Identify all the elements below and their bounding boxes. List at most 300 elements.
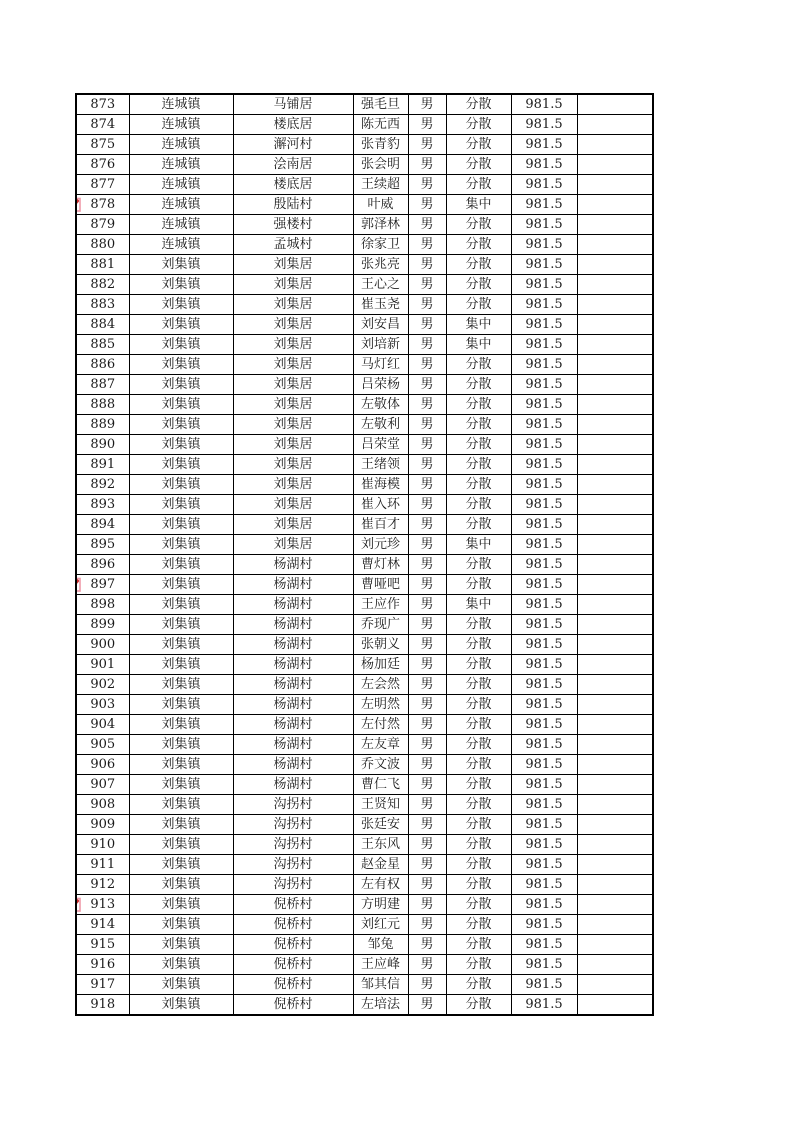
table-row [76,275,653,295]
cell-town [129,715,233,735]
gender-text: 男 [420,457,434,472]
serial-number-text: 916 [90,957,116,972]
person-name-text: 王绪领 [360,457,400,472]
cell-person-name [353,175,408,195]
person-name-text: 张朝义 [360,637,400,652]
table-row [76,615,653,635]
cell-gender [408,535,446,555]
town-text: 刘集镇 [161,977,201,992]
serial-number-text: 877 [90,177,116,192]
cell-town [129,255,233,275]
gender-text: 男 [420,477,434,492]
cell-person-name [353,835,408,855]
cell-person-name [353,195,408,215]
table-row [76,735,653,755]
support-mode-text: 分散 [465,277,492,292]
cell-person-name [353,575,408,595]
cell-village [233,575,353,595]
support-mode-text: 分散 [465,397,492,412]
cell-gender [408,635,446,655]
town-text: 刘集镇 [161,377,201,392]
person-name-text: 叶威 [367,197,394,212]
table-row [76,115,653,135]
serial-number-text: 900 [90,637,116,652]
village-text: 刘集居 [273,517,313,532]
amount-text: 981.5 [525,377,563,392]
cell-amount [511,795,577,815]
cell-gender [408,775,446,795]
cell-serial-number [76,275,129,295]
amount-text: 981.5 [525,757,563,772]
village-text: 杨湖村 [273,597,313,612]
cell-town [129,995,233,1016]
amount-text: 981.5 [525,97,563,112]
cell-note [577,875,653,895]
table-row [76,855,653,875]
table-row [76,795,653,815]
person-name-text: 邹其信 [360,977,400,992]
cell-gender [408,575,446,595]
support-mode-text: 分散 [465,917,492,932]
serial-number-text: 891 [90,457,116,472]
support-mode-text: 分散 [465,957,492,972]
cell-amount [511,515,577,535]
village-text: 刘集居 [273,537,313,552]
amount-text: 981.5 [525,337,563,352]
gender-text: 男 [420,517,434,532]
cell-serial-number [76,135,129,155]
cell-serial-number [76,575,129,595]
serial-number-text: 875 [90,137,116,152]
support-mode-text: 分散 [465,517,492,532]
amount-text: 981.5 [525,637,563,652]
serial-number-text: 879 [90,217,116,232]
gender-text: 男 [420,277,434,292]
cell-town [129,555,233,575]
cell-note [577,535,653,555]
village-text: 刘集居 [273,257,313,272]
table-row [76,935,653,955]
person-name-text: 左培法 [360,997,400,1012]
cell-person-name [353,995,408,1016]
cell-town [129,875,233,895]
person-name-text: 张廷安 [360,817,400,832]
cell-person-name [353,435,408,455]
village-text: 杨湖村 [273,557,313,572]
person-name-text: 曹哑吧 [360,577,400,592]
cell-amount [511,615,577,635]
support-mode-text: 分散 [465,377,492,392]
gender-text: 男 [420,777,434,792]
cell-note [577,735,653,755]
cell-town [129,195,233,215]
amount-text: 981.5 [525,677,563,692]
cell-person-name [353,915,408,935]
cell-village [233,795,353,815]
cell-amount [511,995,577,1016]
cell-serial-number [76,835,129,855]
table-row [76,94,653,115]
cell-serial-number [76,675,129,695]
person-name-text: 左有权 [360,877,400,892]
cell-note [577,595,653,615]
village-text: 刘集居 [273,297,313,312]
cell-note [577,155,653,175]
cell-town [129,495,233,515]
cell-amount [511,175,577,195]
town-text: 刘集镇 [161,257,201,272]
gender-text: 男 [420,877,434,892]
village-text: 倪桥村 [273,897,313,912]
cell-amount [511,455,577,475]
cell-person-name [353,94,408,115]
cell-town [129,675,233,695]
cell-gender [408,335,446,355]
cell-gender [408,795,446,815]
cell-amount [511,415,577,435]
gender-text: 男 [420,117,434,132]
town-text: 刘集镇 [161,697,201,712]
cell-serial-number [76,815,129,835]
cell-town [129,775,233,795]
cell-person-name [353,935,408,955]
cell-amount [511,375,577,395]
amount-text: 981.5 [525,117,563,132]
cell-serial-number [76,735,129,755]
person-name-text: 强毛旦 [360,97,400,112]
cell-support-mode [446,94,511,115]
gender-text: 男 [420,677,434,692]
cell-amount [511,135,577,155]
serial-number-text: 886 [90,357,116,372]
table-row [76,355,653,375]
cell-support-mode [446,155,511,175]
gender-text: 男 [420,997,434,1012]
amount-text: 981.5 [525,957,563,972]
cell-gender [408,615,446,635]
serial-number-text: 901 [90,657,116,672]
cell-town [129,315,233,335]
cell-amount [511,295,577,315]
serial-number-text: 878 [90,197,116,212]
cell-serial-number [76,335,129,355]
cell-town [129,395,233,415]
town-text: 刘集镇 [161,837,201,852]
cell-support-mode [446,555,511,575]
document-page [75,93,654,1016]
table-row [76,515,653,535]
table-row [76,475,653,495]
cell-support-mode [446,275,511,295]
person-name-text: 张青豹 [360,137,400,152]
table-row [76,295,653,315]
cell-note [577,995,653,1016]
cell-note [577,335,653,355]
cell-person-name [353,895,408,915]
table-row [76,595,653,615]
cell-serial-number [76,555,129,575]
cell-town [129,175,233,195]
serial-number-text: 897 [90,577,116,592]
serial-number-text: 892 [90,477,116,492]
support-mode-text: 分散 [465,977,492,992]
table-row [76,535,653,555]
cell-note [577,355,653,375]
serial-number-text: 902 [90,677,116,692]
town-text: 刘集镇 [161,677,201,692]
town-text: 刘集镇 [161,817,201,832]
table-row [76,575,653,595]
cell-person-name [353,135,408,155]
amount-text: 981.5 [525,717,563,732]
cell-person-name [353,675,408,695]
cell-gender [408,255,446,275]
cell-gender [408,395,446,415]
support-mode-text: 分散 [465,837,492,852]
cell-support-mode [446,195,511,215]
serial-number-text: 884 [90,317,116,332]
cell-note [577,175,653,195]
cell-amount [511,155,577,175]
cell-serial-number [76,455,129,475]
support-mode-text: 分散 [465,297,492,312]
cell-serial-number [76,935,129,955]
cell-gender [408,695,446,715]
town-text: 连城镇 [161,217,201,232]
support-mode-text: 集中 [465,317,492,332]
cell-serial-number [76,94,129,115]
town-text: 刘集镇 [161,457,201,472]
cell-village [233,235,353,255]
cell-support-mode [446,215,511,235]
gender-text: 男 [420,357,434,372]
amount-text: 981.5 [525,297,563,312]
amount-text: 981.5 [525,517,563,532]
support-mode-text: 分散 [465,637,492,652]
village-text: 杨湖村 [273,757,313,772]
table-row [76,435,653,455]
person-name-text: 左付然 [360,717,400,732]
cell-note [577,255,653,275]
town-text: 刘集镇 [161,477,201,492]
support-mode-text: 分散 [465,857,492,872]
person-name-text: 邹兔 [367,937,394,952]
cell-serial-number [76,915,129,935]
cell-gender [408,115,446,135]
cell-gender [408,815,446,835]
serial-number-text: 913 [90,897,116,912]
support-mode-text: 分散 [465,697,492,712]
serial-number-text: 910 [90,837,116,852]
cell-town [129,475,233,495]
table-row [76,175,653,195]
village-text: 刘集居 [273,437,313,452]
cell-serial-number [76,655,129,675]
cell-person-name [353,495,408,515]
cell-person-name [353,955,408,975]
gender-text: 男 [420,857,434,872]
person-name-text: 王应作 [360,597,400,612]
amount-text: 981.5 [525,417,563,432]
amount-text: 981.5 [525,137,563,152]
cell-person-name [353,475,408,495]
cell-amount [511,875,577,895]
cell-amount [511,395,577,415]
cell-amount [511,215,577,235]
gender-text: 男 [420,737,434,752]
person-name-text: 左友章 [360,737,400,752]
edit-marker-icon [76,577,82,593]
cell-support-mode [446,955,511,975]
town-text: 刘集镇 [161,577,201,592]
serial-number-text: 893 [90,497,116,512]
edit-marker-icon [76,897,82,913]
town-text: 刘集镇 [161,617,201,632]
cell-town [129,895,233,915]
person-name-text: 赵金星 [360,857,400,872]
cell-serial-number [76,215,129,235]
support-mode-text: 集中 [465,197,492,212]
serial-number-text: 876 [90,157,116,172]
town-text: 刘集镇 [161,857,201,872]
cell-village [233,915,353,935]
gender-text: 男 [420,437,434,452]
amount-text: 981.5 [525,177,563,192]
cell-town [129,915,233,935]
cell-note [577,415,653,435]
person-name-text: 徐家卫 [360,237,400,252]
serial-number-text: 915 [90,937,116,952]
town-text: 刘集镇 [161,737,201,752]
cell-town [129,635,233,655]
table-row [76,955,653,975]
beneficiary-table [75,93,654,1016]
cell-note [577,235,653,255]
cell-support-mode [446,635,511,655]
gender-text: 男 [420,237,434,252]
person-name-text: 马灯红 [360,357,400,372]
cell-support-mode [446,975,511,995]
serial-number-text: 914 [90,917,116,932]
village-text: 杨湖村 [273,777,313,792]
cell-serial-number [76,895,129,915]
cell-serial-number [76,595,129,615]
amount-text: 981.5 [525,777,563,792]
cell-village [233,715,353,735]
cell-support-mode [446,175,511,195]
cell-village [233,515,353,535]
cell-serial-number [76,715,129,735]
town-text: 连城镇 [161,237,201,252]
cell-town [129,595,233,615]
cell-gender [408,495,446,515]
cell-support-mode [446,675,511,695]
gender-text: 男 [420,337,434,352]
cell-person-name [353,555,408,575]
support-mode-text: 分散 [465,357,492,372]
cell-town [129,415,233,435]
cell-town [129,975,233,995]
gender-text: 男 [420,577,434,592]
support-mode-text: 分散 [465,937,492,952]
cell-amount [511,815,577,835]
cell-village [233,975,353,995]
cell-town [129,855,233,875]
village-text: 楼底居 [273,177,313,192]
cell-person-name [353,735,408,755]
cell-note [577,115,653,135]
cell-note [577,94,653,115]
support-mode-text: 分散 [465,877,492,892]
cell-serial-number [76,235,129,255]
cell-gender [408,94,446,115]
cell-town [129,735,233,755]
cell-person-name [353,655,408,675]
person-name-text: 崔百才 [360,517,400,532]
serial-number-text: 907 [90,777,116,792]
table-row [76,335,653,355]
amount-text: 981.5 [525,557,563,572]
cell-gender [408,995,446,1016]
table-row [76,415,653,435]
cell-serial-number [76,415,129,435]
person-name-text: 崔玉尧 [360,297,400,312]
table-row [76,235,653,255]
cell-village [233,355,353,375]
cell-amount [511,735,577,755]
cell-village [233,375,353,395]
cell-person-name [353,975,408,995]
support-mode-text: 集中 [465,537,492,552]
cell-amount [511,315,577,335]
person-name-text: 张会明 [360,157,400,172]
support-mode-text: 集中 [465,337,492,352]
cell-amount [511,94,577,115]
support-mode-text: 分散 [465,617,492,632]
cell-amount [511,195,577,215]
cell-serial-number [76,255,129,275]
cell-note [577,675,653,695]
cell-village [233,875,353,895]
cell-support-mode [446,355,511,375]
amount-text: 981.5 [525,977,563,992]
support-mode-text: 分散 [465,257,492,272]
village-text: 沟拐村 [273,837,313,852]
table-row [76,695,653,715]
town-text: 刘集镇 [161,417,201,432]
person-name-text: 曹仁飞 [360,777,400,792]
cell-amount [511,235,577,255]
cell-support-mode [446,115,511,135]
cell-serial-number [76,755,129,775]
cell-note [577,215,653,235]
serial-number-text: 905 [90,737,116,752]
cell-person-name [353,595,408,615]
serial-number-text: 881 [90,257,116,272]
town-text: 刘集镇 [161,277,201,292]
table-row [76,395,653,415]
gender-text: 男 [420,417,434,432]
support-mode-text: 分散 [465,577,492,592]
cell-gender [408,455,446,475]
village-text: 刘集居 [273,377,313,392]
cell-amount [511,535,577,555]
gender-text: 男 [420,697,434,712]
cell-town [129,135,233,155]
village-text: 沟拐村 [273,857,313,872]
cell-serial-number [76,295,129,315]
village-text: 杨湖村 [273,677,313,692]
